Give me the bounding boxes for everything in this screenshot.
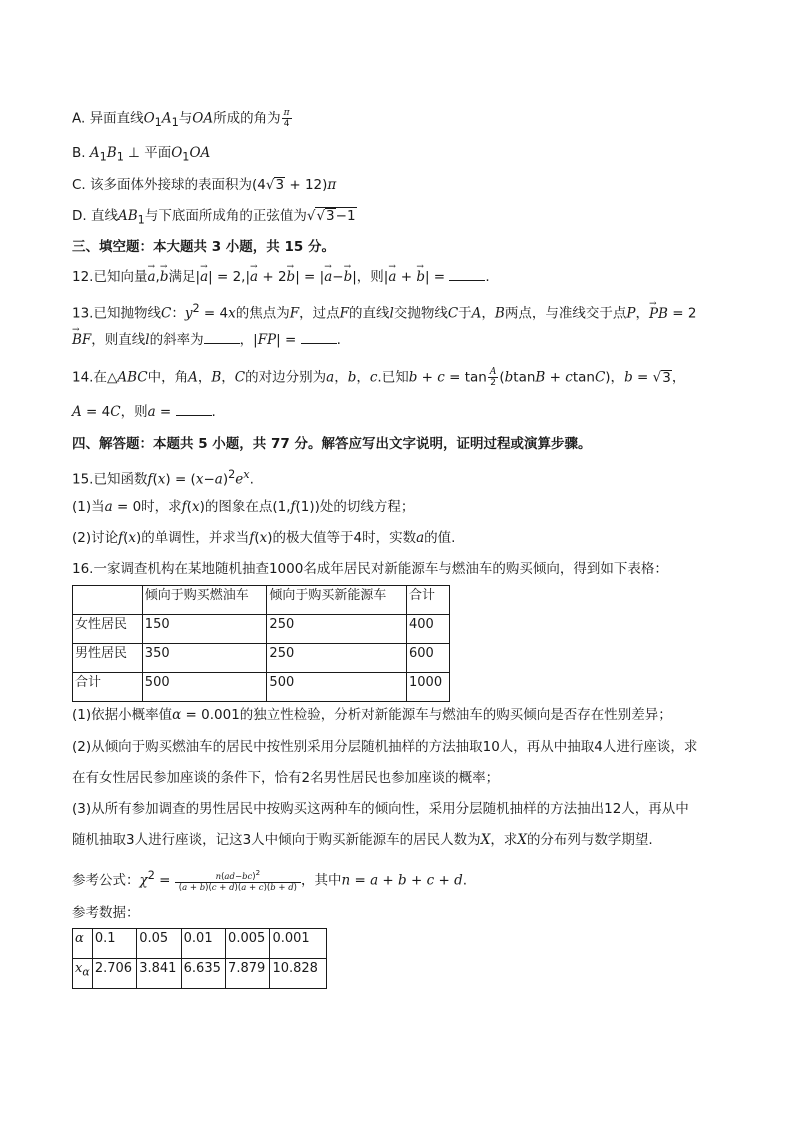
table-header-cell: 倾向于购买燃油车 bbox=[142, 586, 267, 615]
table-cell bbox=[73, 586, 143, 615]
table-cell: 7.879 bbox=[226, 959, 270, 989]
option-c: C. 该多面体外接球的表面积为(4√3 + 12)π bbox=[72, 177, 337, 193]
table-cell: 6.635 bbox=[181, 959, 225, 989]
table-cell: 2.706 bbox=[92, 959, 136, 989]
table-cell: 10.828 bbox=[270, 959, 327, 989]
reference-data-label: 参考数据： bbox=[72, 905, 140, 921]
question-15-part1: (1)当a = 0时，求f(x)的图象在点(1,f(1))处的切线方程； bbox=[72, 499, 415, 515]
table-row bbox=[73, 644, 450, 673]
table-row bbox=[73, 673, 450, 702]
formula-label: 参考公式： bbox=[72, 872, 140, 889]
question-14-line1: 14.在△ABC中，角A，B，C的对边分别为a，b，c.已知b + c = tan $\frac{A}{2}$ (btanB + ctanC)，b = √3， bbox=[72, 367, 686, 388]
option-b: B. $A_1B_1$ ⊥ 平面$O_1OA$ bbox=[72, 145, 211, 164]
option-a: A. 异面直线$O_1A_1$与OA所成的角为 $\frac{\pi}{4}$ bbox=[72, 108, 290, 130]
table-cell: 3.841 bbox=[137, 959, 181, 989]
table-cell: 0.001 bbox=[270, 929, 327, 959]
section-heading: 四、解答题：本题共 5 小题，共 77 分。解答应写出文字说明，证明过程或演算步骤。 bbox=[72, 436, 592, 452]
table-cell: 500 bbox=[267, 673, 407, 702]
question-16-part2-line2: 在有女性居民参加座谈的条件下，恰有2名男性居民也参加座谈的概率； bbox=[72, 770, 500, 786]
question-15-part2: (2)讨论f(x)的单调性，并求当f(x)的极大值等于4时，实数a的值. bbox=[72, 530, 456, 546]
reference-formula: 参考公式：$\chi^2$ = $\frac{n(ad-bc)^2}{(a + b)(c + d)(a + c)(b + d)}$ ，其中n = a + b + c + d. bbox=[72, 867, 468, 894]
table-cell: 0.1 bbox=[92, 929, 136, 959]
table-cell: 1000 bbox=[407, 673, 450, 702]
question-16-stem: 16.一家调查机构在某地随机抽查1000名成年居民对新能源车与燃油车的购买倾向，得到如下表格： bbox=[72, 561, 668, 577]
table-cell: 0.005 bbox=[226, 929, 270, 959]
section-heading: 三、填空题：本大题共 3 小题，共 15 分。 bbox=[72, 239, 335, 255]
table-row bbox=[73, 959, 327, 989]
table-cell: $x_\alpha$ bbox=[73, 959, 93, 989]
table-cell: α bbox=[73, 929, 93, 959]
reference-table bbox=[72, 928, 327, 989]
table-header-row bbox=[73, 586, 450, 615]
question-16-part3-line2: 随机抽取3人进行座谈，记这3人中倾向于购买新能源车的居民人数为X，求X的分布列与数学期望. bbox=[72, 832, 653, 848]
table-cell: 500 bbox=[142, 673, 267, 702]
table-cell: 400 bbox=[407, 615, 450, 644]
table-cell: 150 bbox=[142, 615, 267, 644]
question-13-line1: 13.已知抛物线C：$y^2 = 4x$的焦点为F，过点F的直线l交抛物线C于A，B两点，与准线交于点P，→ PB = 2 bbox=[72, 299, 696, 324]
question-12: 12.已知向量→ a,→ b满足|→ a| = 2,|→ a + 2→ b| = |→ a−→ b|，则|→ a + → b| = . bbox=[72, 267, 490, 287]
table-cell: 250 bbox=[267, 615, 407, 644]
table-header-cell: 合计 bbox=[407, 586, 450, 615]
question-16-part3-line1: (3)从所有参加调查的男性居民中按购买这两种车的倾向性，采用分层随机抽样的方法抽出12人，再从中 bbox=[72, 801, 689, 817]
table-cell: 0.05 bbox=[137, 929, 181, 959]
table-cell: 600 bbox=[407, 644, 450, 673]
table-row bbox=[73, 929, 327, 959]
option-d: D. 直线$AB_1$与下底面所成角的正弦值为√√3−1 bbox=[72, 208, 356, 227]
question-15-stem: 15.已知函数$f(x) = (x-a)^2e^x$. bbox=[72, 468, 254, 488]
table-cell: 合计 bbox=[73, 673, 143, 702]
table-cell: 250 bbox=[267, 644, 407, 673]
table-cell: 0.01 bbox=[181, 929, 225, 959]
question-16-part1: (1)依据小概率值α = 0.001的独立性检验，分析对新能源车与燃油车的购买倾向是否存在性别差异； bbox=[72, 707, 672, 723]
question-16-part2-line1: (2)从倾向于购买燃油车的居民中按性别采用分层随机抽样的方法抽取10人，再从中抽取4人进行座谈，求 bbox=[72, 739, 698, 755]
table-cell: 350 bbox=[142, 644, 267, 673]
question-13-line2: → BF，则直线l的斜率为 ，|FP| = . bbox=[72, 330, 341, 350]
table-row bbox=[73, 615, 450, 644]
survey-table bbox=[72, 585, 450, 702]
table-header-cell: 倾向于购买新能源车 bbox=[267, 586, 407, 615]
table-cell: 女性居民 bbox=[73, 615, 143, 644]
question-14-line2: A = 4C，则a = . bbox=[72, 404, 216, 420]
table-cell: 男性居民 bbox=[73, 644, 143, 673]
